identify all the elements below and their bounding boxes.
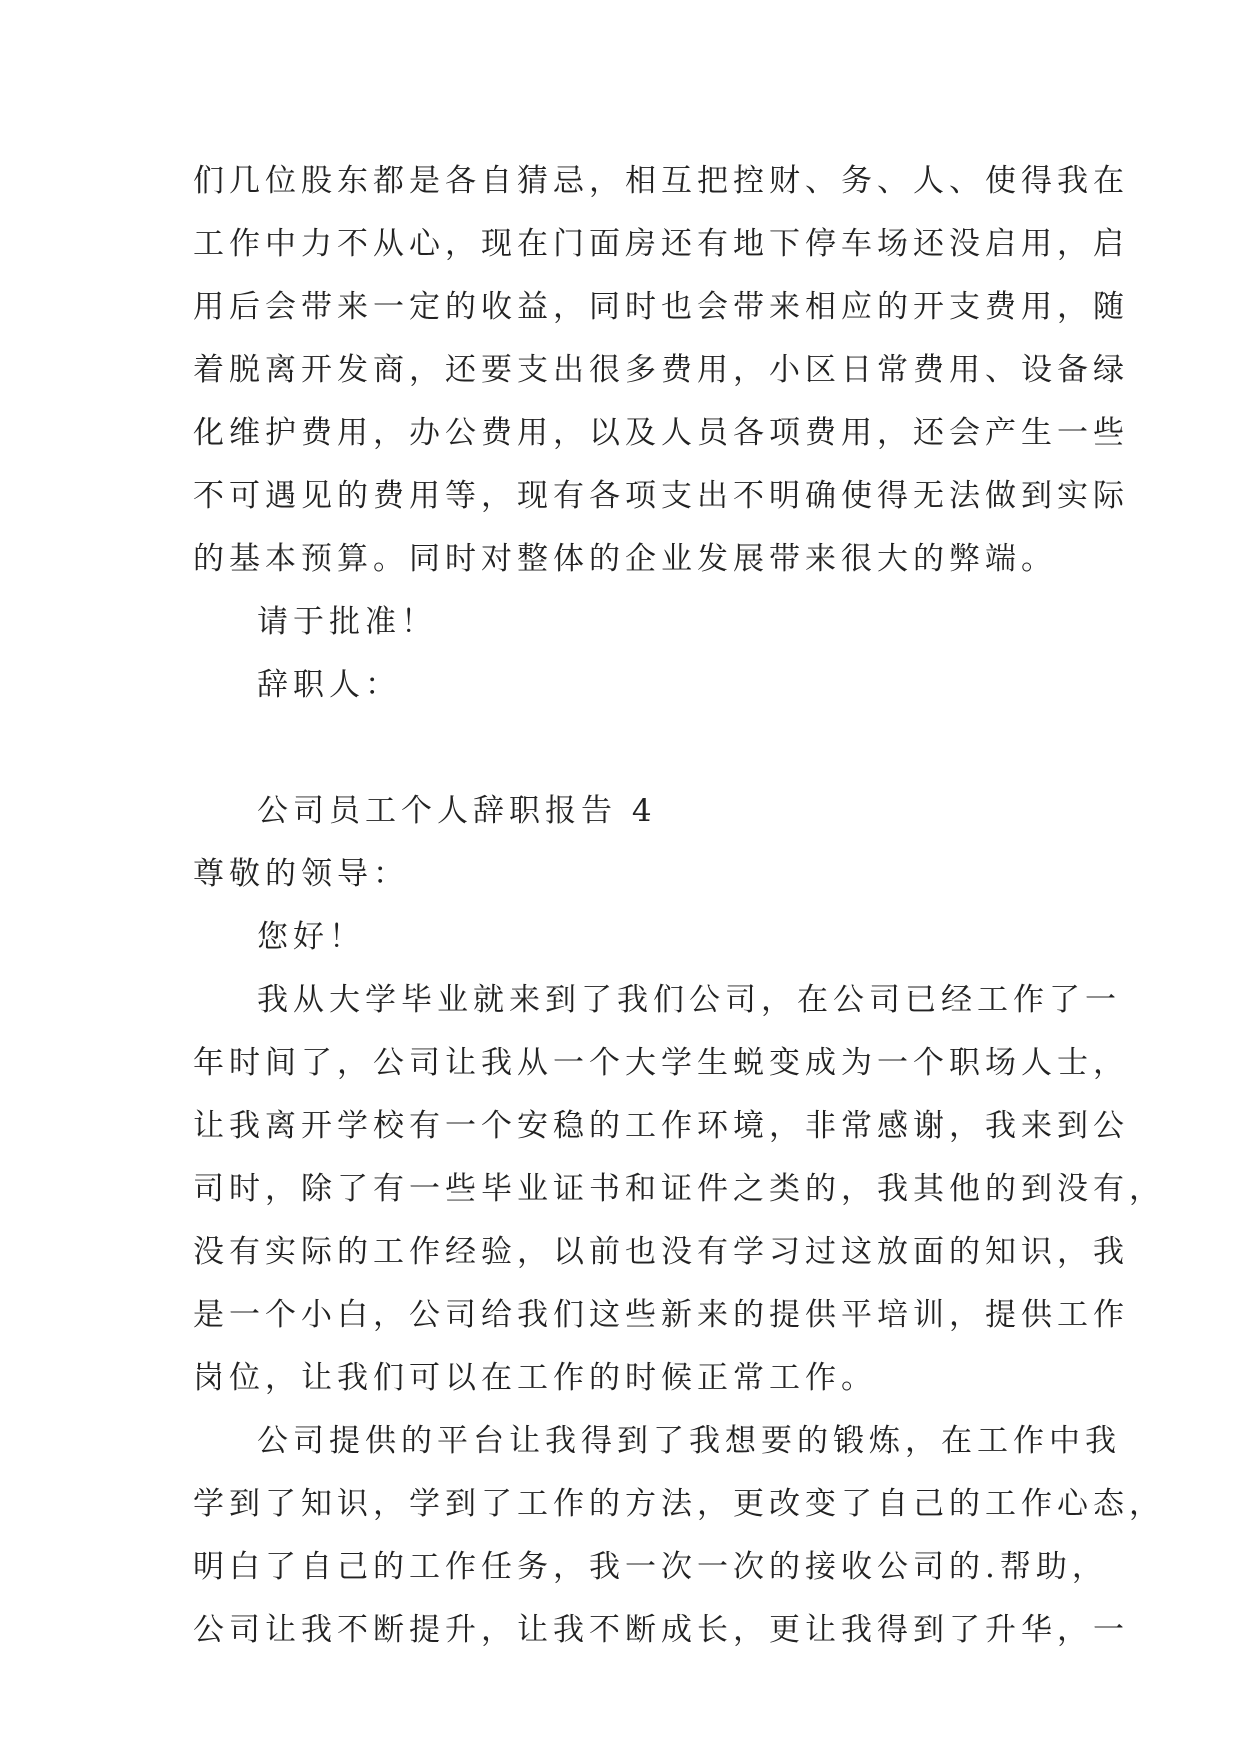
body-line: 着脱离开发商，还要支出很多费用，小区日常费用、设备绿 (193, 352, 1129, 388)
section-title: 公司员工个人辞职报告 4 (257, 793, 657, 829)
paragraph-line: 明白了自己的工作任务，我一次一次的接收公司的.帮助， (193, 1549, 1108, 1585)
paragraph-line: 我从大学毕业就来到了我们公司，在公司已经工作了一 (257, 982, 1121, 1018)
paragraph-line: 公司提供的平台让我得到了我想要的锻炼，在工作中我 (257, 1423, 1121, 1459)
paragraph-line: 公司让我不断提升，让我不断成长，更让我得到了升华，一 (193, 1612, 1129, 1648)
paragraph-line: 是一个小白，公司给我们这些新来的提供平培训，提供工作 (193, 1297, 1129, 1333)
paragraph-line: 让我离开学校有一个安稳的工作环境，非常感谢，我来到公 (193, 1108, 1129, 1144)
paragraph-line: 岗位，让我们可以在工作的时候正常工作。 (193, 1360, 877, 1396)
paragraph-line: 没有实际的工作经验，以前也没有学习过这放面的知识，我 (193, 1234, 1129, 1270)
paragraph-line: 司时，除了有一些毕业证书和证件之类的，我其他的到没有， (193, 1171, 1165, 1207)
body-line: 的基本预算。同时对整体的企业发展带来很大的弊端。 (193, 541, 1057, 577)
blank-line (193, 717, 1073, 780)
paragraph-line: 学到了知识，学到了工作的方法，更改变了自己的工作心态， (193, 1486, 1165, 1522)
document-body (193, 150, 1165, 1662)
closing-request: 请于批准！ (257, 604, 437, 640)
signature-label: 辞职人： (257, 667, 401, 703)
body-line: 工作中力不从心，现在门面房还有地下停车场还没启用，启 (193, 226, 1129, 262)
salutation: 尊敬的领导： (193, 856, 409, 892)
body-line: 化维护费用，办公费用，以及人员各项费用，还会产生一些 (193, 415, 1129, 451)
body-line: 们几位股东都是各自猜忌，相互把控财、务、人、使得我在 (193, 163, 1129, 199)
body-line: 用后会带来一定的收益，同时也会带来相应的开支费用，随 (193, 289, 1129, 325)
paragraph-line: 年时间了，公司让我从一个大学生蜕变成为一个职场人士， (193, 1045, 1129, 1081)
greeting: 您好！ (257, 919, 365, 955)
body-line: 不可遇见的费用等，现有各项支出不明确使得无法做到实际 (193, 478, 1129, 514)
